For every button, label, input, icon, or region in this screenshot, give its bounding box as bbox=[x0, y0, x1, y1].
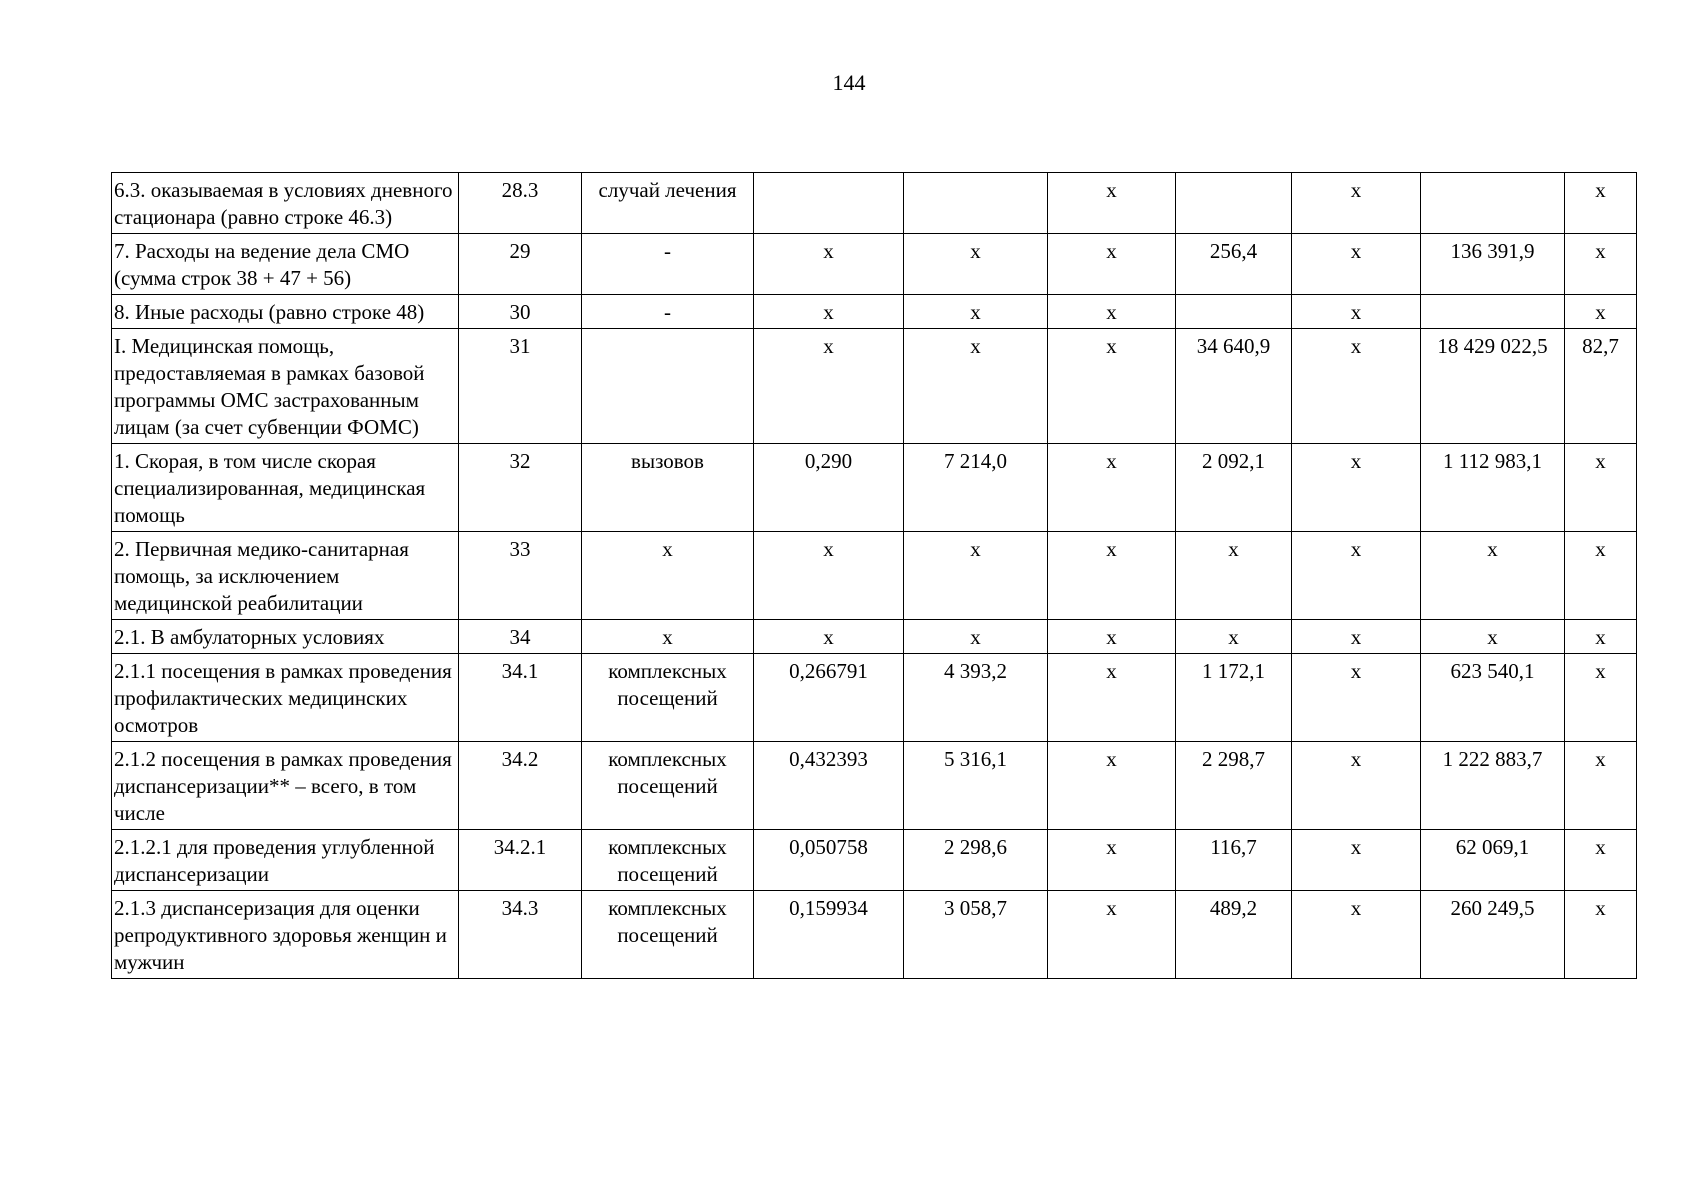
row-name-cell: I. Медицинская помощь, предоставляемая в рамках базовой программы ОМС застрахованным лицам (за счет субвенции ФОМС) bbox=[112, 329, 459, 444]
table-cell: х bbox=[904, 234, 1048, 295]
table-cell bbox=[1176, 173, 1292, 234]
table-cell: х bbox=[904, 329, 1048, 444]
table-cell: х bbox=[1292, 532, 1421, 620]
table-cell: х bbox=[1565, 234, 1637, 295]
row-name-cell: 2.1.3 диспансеризация для оценки репродуктивного здоровья женщин и мужчин bbox=[112, 891, 459, 979]
table-cell: х bbox=[754, 329, 904, 444]
table-cell: х bbox=[1292, 654, 1421, 742]
table-cell: 116,7 bbox=[1176, 830, 1292, 891]
table-cell: х bbox=[754, 620, 904, 654]
line-number-cell: 31 bbox=[459, 329, 582, 444]
table-cell: х bbox=[1565, 532, 1637, 620]
table-cell: х bbox=[1565, 295, 1637, 329]
table-cell: 256,4 bbox=[1176, 234, 1292, 295]
table-cell bbox=[904, 173, 1048, 234]
table-cell: х bbox=[1176, 620, 1292, 654]
table-cell: х bbox=[1048, 329, 1176, 444]
unit-cell: комплексных посещений bbox=[582, 742, 754, 830]
table-cell: 7 214,0 bbox=[904, 444, 1048, 532]
table-cell: х bbox=[1421, 532, 1565, 620]
table-cell: х bbox=[1565, 620, 1637, 654]
table-cell: 0,159934 bbox=[754, 891, 904, 979]
unit-cell: х bbox=[582, 532, 754, 620]
table-cell: 34 640,9 bbox=[1176, 329, 1292, 444]
table-cell: 2 298,6 bbox=[904, 830, 1048, 891]
table-cell: 136 391,9 bbox=[1421, 234, 1565, 295]
table-cell: х bbox=[1048, 830, 1176, 891]
table-cell: 0,290 bbox=[754, 444, 904, 532]
table-row bbox=[112, 620, 1637, 654]
table-cell: х bbox=[1292, 234, 1421, 295]
row-name-cell: 2.1.1 посещения в рамках проведения профилактических медицинских осмотров bbox=[112, 654, 459, 742]
table-row bbox=[112, 444, 1637, 532]
table-cell: 5 316,1 bbox=[904, 742, 1048, 830]
table-cell: х bbox=[1292, 620, 1421, 654]
table-cell: х bbox=[1565, 742, 1637, 830]
row-name-cell: 6.3. оказываемая в условиях дневного стационара (равно строке 46.3) bbox=[112, 173, 459, 234]
table-cell: х bbox=[1048, 742, 1176, 830]
table-row bbox=[112, 295, 1637, 329]
unit-cell: вызовов bbox=[582, 444, 754, 532]
row-name-cell: 2.1.2 посещения в рамках проведения диспансеризации** – всего, в том числе bbox=[112, 742, 459, 830]
table-row bbox=[112, 234, 1637, 295]
table-cell: 2 092,1 bbox=[1176, 444, 1292, 532]
table-row bbox=[112, 742, 1637, 830]
line-number-cell: 33 bbox=[459, 532, 582, 620]
table-cell: х bbox=[754, 295, 904, 329]
table-cell: х bbox=[754, 234, 904, 295]
row-name-cell: 8. Иные расходы (равно строке 48) bbox=[112, 295, 459, 329]
table-cell: х bbox=[1292, 742, 1421, 830]
row-name-cell: 7. Расходы на ведение дела СМО (сумма строк 38 + 47 + 56) bbox=[112, 234, 459, 295]
row-name-cell: 2.1. В амбулаторных условиях bbox=[112, 620, 459, 654]
line-number-cell: 30 bbox=[459, 295, 582, 329]
table-cell: х bbox=[1565, 830, 1637, 891]
table-row bbox=[112, 329, 1637, 444]
table-cell: х bbox=[1048, 532, 1176, 620]
table-cell: 489,2 bbox=[1176, 891, 1292, 979]
table-cell: 62 069,1 bbox=[1421, 830, 1565, 891]
unit-cell: - bbox=[582, 234, 754, 295]
table-cell: х bbox=[1048, 295, 1176, 329]
table-cell: х bbox=[904, 620, 1048, 654]
line-number-cell: 34.1 bbox=[459, 654, 582, 742]
table-cell: х bbox=[1048, 654, 1176, 742]
table-row bbox=[112, 830, 1637, 891]
table-cell: х bbox=[1048, 234, 1176, 295]
table-cell: 2 298,7 bbox=[1176, 742, 1292, 830]
table-cell: х bbox=[1048, 891, 1176, 979]
line-number-cell: 34.3 bbox=[459, 891, 582, 979]
table-row bbox=[112, 891, 1637, 979]
row-name-cell: 1. Скорая, в том числе скорая специализированная, медицинская помощь bbox=[112, 444, 459, 532]
row-name-cell: 2. Первичная медико-санитарная помощь, за исключением медицинской реабилитации bbox=[112, 532, 459, 620]
table-cell: х bbox=[1048, 620, 1176, 654]
table-cell: х bbox=[754, 532, 904, 620]
unit-cell: комплексных посещений bbox=[582, 654, 754, 742]
table-cell: х bbox=[1565, 173, 1637, 234]
table-cell: 4 393,2 bbox=[904, 654, 1048, 742]
unit-cell: случай лечения bbox=[582, 173, 754, 234]
unit-cell: комплексных посещений bbox=[582, 891, 754, 979]
table-cell: 18 429 022,5 bbox=[1421, 329, 1565, 444]
table-cell: 0,266791 bbox=[754, 654, 904, 742]
table-row bbox=[112, 173, 1637, 234]
table-row bbox=[112, 654, 1637, 742]
line-number-cell: 34 bbox=[459, 620, 582, 654]
table-cell: 260 249,5 bbox=[1421, 891, 1565, 979]
table-row bbox=[112, 532, 1637, 620]
table-cell: х bbox=[1565, 654, 1637, 742]
data-table bbox=[111, 172, 1637, 979]
table-cell: 1 222 883,7 bbox=[1421, 742, 1565, 830]
unit-cell: х bbox=[582, 620, 754, 654]
table-cell: х bbox=[904, 532, 1048, 620]
table-cell: х bbox=[1048, 173, 1176, 234]
table-cell: 82,7 bbox=[1565, 329, 1637, 444]
row-name-cell: 2.1.2.1 для проведения углубленной диспансеризации bbox=[112, 830, 459, 891]
table-cell bbox=[1176, 295, 1292, 329]
page-number: 144 bbox=[832, 70, 866, 95]
table-cell: х bbox=[1292, 295, 1421, 329]
table-cell bbox=[1421, 295, 1565, 329]
table-cell: х bbox=[1565, 444, 1637, 532]
table-cell bbox=[1421, 173, 1565, 234]
unit-cell bbox=[582, 329, 754, 444]
table-cell: х bbox=[1292, 444, 1421, 532]
unit-cell: - bbox=[582, 295, 754, 329]
line-number-cell: 34.2 bbox=[459, 742, 582, 830]
table-cell: 623 540,1 bbox=[1421, 654, 1565, 742]
table-cell: х bbox=[1421, 620, 1565, 654]
table-cell: 1 172,1 bbox=[1176, 654, 1292, 742]
table-cell: х bbox=[1292, 830, 1421, 891]
table-cell: 3 058,7 bbox=[904, 891, 1048, 979]
table-cell: 1 112 983,1 bbox=[1421, 444, 1565, 532]
unit-cell: комплексных посещений bbox=[582, 830, 754, 891]
table-cell: х bbox=[1292, 329, 1421, 444]
line-number-cell: 32 bbox=[459, 444, 582, 532]
table-cell: 0,432393 bbox=[754, 742, 904, 830]
table-cell: х bbox=[1048, 444, 1176, 532]
table-cell bbox=[754, 173, 904, 234]
table-cell: х bbox=[1292, 173, 1421, 234]
line-number-cell: 28.3 bbox=[459, 173, 582, 234]
line-number-cell: 29 bbox=[459, 234, 582, 295]
table-cell: х bbox=[1292, 891, 1421, 979]
table-cell: х bbox=[1565, 891, 1637, 979]
table-cell: х bbox=[904, 295, 1048, 329]
line-number-cell: 34.2.1 bbox=[459, 830, 582, 891]
table-cell: х bbox=[1176, 532, 1292, 620]
table-cell: 0,050758 bbox=[754, 830, 904, 891]
